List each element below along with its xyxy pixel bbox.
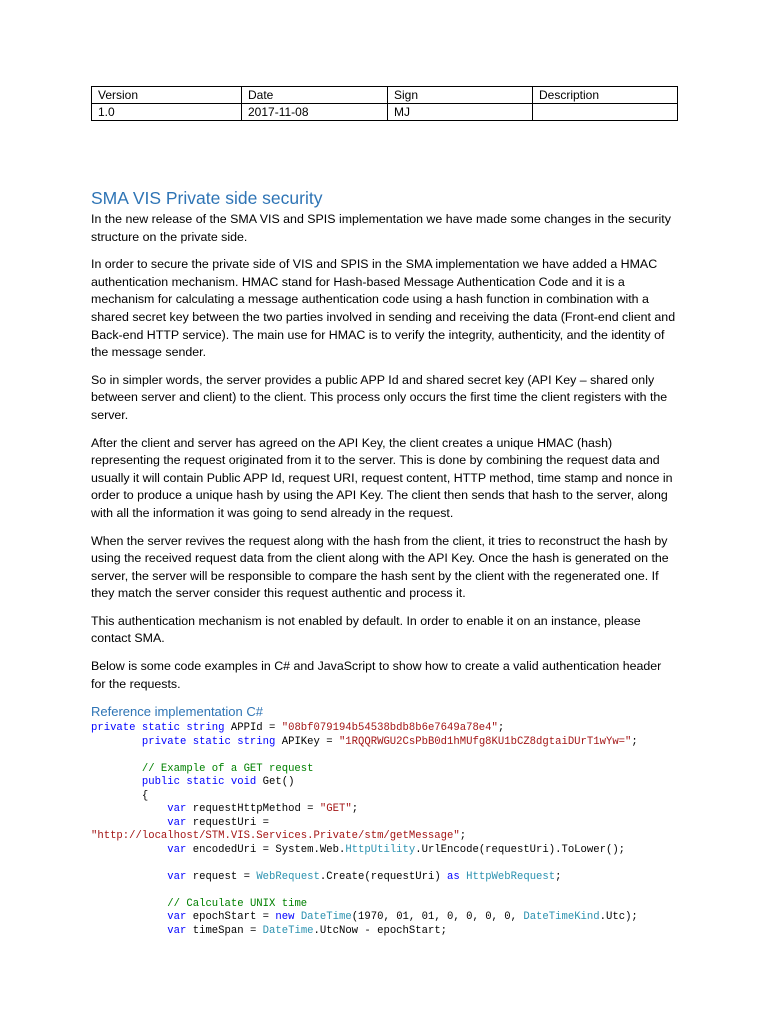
code-line bbox=[91, 722, 677, 736]
cell-description bbox=[533, 104, 678, 121]
code-type: DateTimeKind bbox=[523, 911, 600, 924]
code-string: "1RQQRWGU2CsPbB0d1hMUfg8KU1bCZ8dgtaiDUrT1wYw=" bbox=[338, 735, 632, 748]
code-blank-line bbox=[91, 749, 677, 763]
code-text: encodedUri = System.Web. bbox=[192, 843, 346, 856]
code-keyword: private static string bbox=[91, 722, 231, 735]
code-keyword: var bbox=[167, 843, 193, 856]
cell-version: 1.0 bbox=[92, 104, 242, 121]
header-date: Date bbox=[242, 87, 388, 104]
code-keyword: var bbox=[167, 911, 193, 924]
code-line bbox=[91, 803, 677, 817]
table-header-row bbox=[92, 87, 678, 104]
code-subtitle: Reference implementation C# bbox=[91, 704, 263, 720]
code-block bbox=[91, 722, 677, 938]
code-text: APPId = bbox=[230, 722, 282, 735]
code-comment: // Calculate UNIX time bbox=[167, 897, 308, 910]
code-text: .UrlEncode(requestUri).ToLower(); bbox=[415, 843, 626, 856]
paragraph-client-hash: After the client and server has agreed on the API Key, the client creates a unique HMAC (hash) representing the request originated from it to the server. This is done by combining the request data and usually it will contain Public APP Id, request URI, request content, HTTP method, time stamp and nonce in order to produce a unique hash by using the API Key. The client then sends that hash to the server, along with all the information it was going to send already in the request. bbox=[91, 435, 673, 520]
code-line bbox=[91, 898, 677, 912]
code-text: requestUri = bbox=[192, 816, 270, 829]
code-line bbox=[91, 790, 677, 804]
code-keyword: var bbox=[167, 870, 193, 883]
code-text: ; bbox=[459, 830, 467, 843]
code-string: "http://localhost/STM.VIS.Services.Private/stm/getMessage" bbox=[91, 830, 460, 843]
code-text: timeSpan = bbox=[192, 924, 263, 937]
code-text: Get() bbox=[262, 776, 295, 789]
code-type: WebRequest bbox=[256, 870, 320, 883]
code-text: .Create(requestUri) bbox=[319, 870, 448, 883]
code-line bbox=[91, 830, 677, 844]
code-line bbox=[91, 736, 677, 750]
paragraph-not-enabled: This authentication mechanism is not enabled by default. In order to enable it on an instance, please contact SMA. bbox=[91, 613, 641, 646]
code-line bbox=[91, 871, 677, 885]
code-keyword: var bbox=[167, 924, 193, 937]
code-text: request = bbox=[192, 870, 257, 883]
code-string: "08bf079194b54538bdb8b6e7649a78e4" bbox=[281, 722, 498, 735]
code-blank-line bbox=[91, 884, 677, 898]
code-line bbox=[91, 763, 677, 777]
code-line bbox=[91, 776, 677, 790]
code-text: .Utc); bbox=[599, 911, 638, 924]
code-text: ; bbox=[351, 803, 359, 816]
code-keyword: public static void bbox=[141, 776, 263, 789]
paragraph-simpler-words: So in simpler words, the server provides a public APP Id and shared secret key (API Key – shared only between server and client) to the client. This process only occurs the first time the client registers with the server. bbox=[91, 372, 668, 422]
section-title: SMA VIS Private side security bbox=[91, 188, 323, 208]
code-keyword: new bbox=[275, 911, 301, 924]
paragraph-code-examples: Below is some code examples in C# and JavaScript to show how to create a valid authentication header for the requests. bbox=[91, 659, 662, 691]
header-description: Description bbox=[533, 87, 678, 104]
header-version: Version bbox=[92, 87, 242, 104]
version-table bbox=[91, 86, 678, 121]
code-type: DateTime bbox=[262, 924, 314, 937]
code-line bbox=[91, 844, 677, 858]
code-keyword: private static string bbox=[141, 735, 282, 748]
code-comment: // Example of a GET request bbox=[141, 762, 314, 775]
code-text: requestHttpMethod = bbox=[192, 803, 320, 816]
code-text: ; bbox=[555, 870, 562, 883]
code-string: "GET" bbox=[319, 803, 352, 816]
code-text: (1970, 01, 01, 0, 0, 0, 0, bbox=[351, 911, 524, 924]
table-row bbox=[92, 104, 678, 121]
code-text: ; bbox=[497, 722, 505, 735]
code-text: { bbox=[141, 789, 149, 802]
paragraph-server-verify: When the server revives the request along with the hash from the client, it tries to reconstruct the hash by using the received request data from the client along with the API Key. Once the hash is generated on the server, the server will be responsible to compare the hash sent by the client with the regenerated one. If they match the server consider this request authentic and process it. bbox=[91, 533, 669, 601]
code-keyword: var bbox=[167, 816, 193, 829]
code-type: DateTime bbox=[300, 911, 352, 924]
code-keyword: var bbox=[167, 803, 193, 816]
code-text: APIKey = bbox=[281, 735, 339, 748]
code-line bbox=[91, 911, 677, 925]
code-line bbox=[91, 925, 677, 939]
code-line bbox=[91, 817, 677, 831]
code-keyword: as bbox=[447, 870, 467, 883]
code-text: ; bbox=[631, 735, 638, 748]
code-text: .UtcNow - epochStart; bbox=[313, 924, 448, 937]
cell-date: 2017-11-08 bbox=[242, 104, 388, 121]
paragraph-intro: In the new release of the SMA VIS and SPIS implementation we have made some changes in the security structure on the private side. bbox=[91, 212, 671, 244]
document-page bbox=[91, 86, 677, 938]
header-sign: Sign bbox=[388, 87, 533, 104]
code-blank-line bbox=[91, 857, 677, 871]
code-type: HttpWebRequest bbox=[466, 870, 556, 883]
cell-sign: MJ bbox=[388, 104, 533, 121]
paragraph-hmac: In order to secure the private side of VIS and SPIS in the SMA implementation we have added a HMAC authentication mechanism. HMAC stand for Hash-based Message Authentication Code and it is a mechanism for calculating a message authentication code using a hash function in combination with a shared secret key between the two parties involved in sending and receiving the data (Front-end client and Back-end HTTP service). The main use for HMAC is to verify the integrity, authenticity, and the identity of the message sender. bbox=[91, 257, 676, 360]
code-type: HttpUtility bbox=[345, 843, 416, 856]
code-text: epochStart = bbox=[192, 911, 276, 924]
